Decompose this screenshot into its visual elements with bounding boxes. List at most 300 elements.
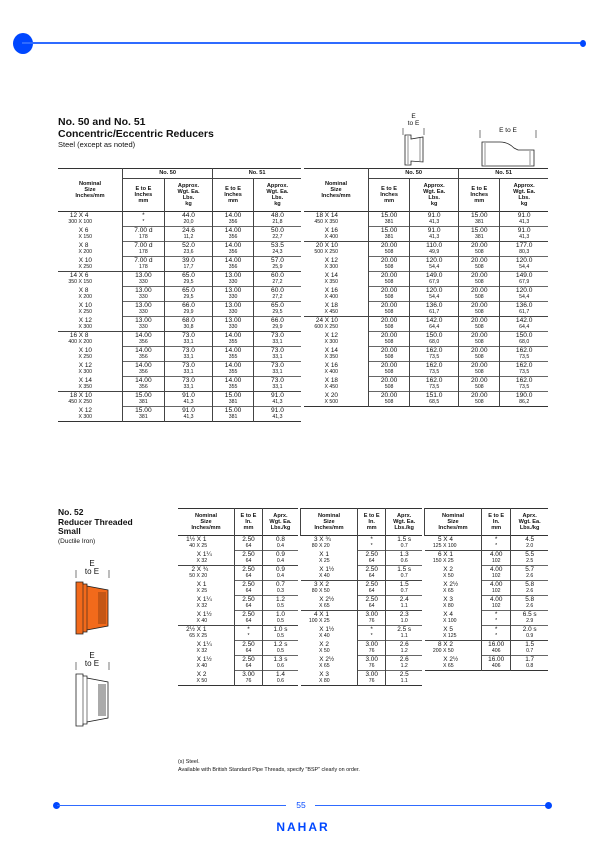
no52-diagram-label-outline: E to E	[84, 651, 100, 668]
no52-reducer-outline-diagram-icon	[75, 660, 111, 730]
no50-weight: 39.0 17,7	[164, 257, 212, 272]
nominal-size-cell: X 8 X 200	[58, 287, 123, 302]
table-row	[304, 392, 548, 407]
e-to-e-cell: 3.00 76	[358, 671, 386, 686]
no50-e-to-e: 20.00 508	[369, 347, 410, 362]
e-to-e-cell: * *	[358, 536, 386, 551]
no50-e-to-e: 20.00 508	[369, 272, 410, 287]
e-to-e-cell: 2.50 64	[235, 611, 263, 626]
nominal-size-cell: 3 X 2 80 X 50	[301, 581, 358, 596]
no51-weight: 150.0 68,0	[500, 332, 548, 347]
table-row	[304, 242, 548, 257]
no50-e-to-e: 7.00 d 178	[123, 227, 165, 242]
nominal-size-cell: 24 X 10 600 X 250	[304, 317, 369, 332]
no50-e-to-e: 13.00 330	[123, 317, 165, 332]
nominal-size-cell: 2 X ¾ 50 X 20	[178, 566, 235, 581]
e-to-e-cell: 2.50 64	[358, 566, 386, 581]
weight-cell: 2.5 s 1.1	[386, 626, 422, 641]
table-row	[425, 611, 549, 626]
no50-weight: 24.6 11,2	[164, 227, 212, 242]
table-row	[304, 347, 548, 362]
no50-e-to-e: 14.00 356	[123, 377, 165, 392]
nominal-size-header: Nominal Size Inches/mm	[58, 169, 123, 212]
nominal-size-cell: X 1½ X 40	[178, 611, 235, 626]
no52-diagram-label-orange: E to E	[84, 559, 100, 576]
no50-weight: 73.0 33,1	[164, 362, 212, 377]
weight-header: Aprx. Wgt. Ea. Lbs./kg	[518, 512, 541, 532]
no51-e-to-e: 13.00 330	[213, 317, 254, 332]
no50-e-to-e: 20.00 508	[369, 362, 410, 377]
no51-weight: 50.0 22,7	[253, 227, 301, 242]
threaded-reducer-table-2	[300, 508, 422, 686]
footer-rule-right	[315, 805, 547, 806]
e-to-e-header: E to E Inches mm	[123, 179, 165, 212]
no50-e-to-e: 14.00 356	[123, 362, 165, 377]
table-row	[178, 596, 298, 611]
table-row	[301, 671, 423, 686]
nominal-size-cell: X 1½ X 40	[178, 656, 235, 671]
weight-cell: 1.3 0.6	[386, 551, 422, 566]
nominal-size-cell: X 20 X 500	[304, 392, 369, 407]
e-to-e-header: E to E In. mm	[235, 509, 263, 536]
weight-cell: 1.5 0.7	[511, 641, 548, 656]
nominal-size-cell: 3 X ¾ 80 X 20	[301, 536, 358, 551]
nominal-size-cell: X 16 X 400	[304, 227, 369, 242]
e-to-e-cell: 16.00 406	[482, 656, 511, 671]
e-to-e-cell: 16.00 406	[482, 641, 511, 656]
no50-weight: 162.0 73,5	[410, 377, 459, 392]
footnote-bsp: Available with British Standard Pipe Threads, specify "BSP" clearly on order.	[178, 767, 360, 773]
no51-e-to-e: 15.00 381	[213, 392, 254, 407]
no51-e-to-e: 20.00 508	[459, 392, 500, 407]
weight-cell: 2.5 1.1	[386, 671, 422, 686]
no50-weight: 73.0 33,1	[164, 332, 212, 347]
nominal-size-cell: X 1¼ X 32	[178, 641, 235, 656]
nominal-size-cell: X 12 X 300	[58, 317, 123, 332]
table-row	[58, 272, 301, 287]
no50-e-to-e: 20.00 508	[369, 302, 410, 317]
table-row	[425, 566, 549, 581]
nominal-size-cell: 6 X 1 150 X 25	[425, 551, 482, 566]
no50-e-to-e: 13.00 330	[123, 287, 165, 302]
footer-rule-left	[57, 805, 286, 806]
no51-e-to-e: 20.00 508	[459, 317, 500, 332]
no50-weight: 149.0 67,9	[410, 272, 459, 287]
e-to-e-cell: 3.00 76	[358, 611, 386, 626]
no51-e-to-e: 20.00 508	[459, 242, 500, 257]
no51-e-to-e: 14.00 355	[213, 377, 254, 392]
e-to-e-cell: 2.50 64	[235, 596, 263, 611]
e-to-e-header: E to E Inches mm	[369, 179, 410, 212]
weight-cell: 4.5 2.0	[525, 536, 535, 549]
e-to-e-cell: * *	[358, 626, 386, 641]
no51-weight: 73.0 33,1	[253, 362, 301, 377]
nominal-size-cell: X 2½ X 65	[301, 656, 358, 671]
nominal-size-cell: 16 X 8 400 X 200	[58, 332, 123, 347]
weight-cell: 2.6 1.2	[386, 656, 422, 671]
weight-cell: 1.2 s 0.5	[262, 641, 298, 656]
table-row	[58, 317, 301, 332]
no51-e-to-e: 13.00 330	[213, 287, 254, 302]
table-row	[58, 212, 301, 227]
e-to-e-cell: 3.00 76	[235, 671, 263, 686]
no50-e-to-e: 20.00 508	[369, 287, 410, 302]
no50-weight: 91.0 41,3	[164, 407, 212, 422]
no50-e-to-e: 20.00 508	[369, 257, 410, 272]
table-row	[58, 392, 301, 407]
e-to-e-header: E to E Inches mm	[459, 179, 500, 212]
nominal-size-cell: X 18 X 450	[304, 302, 369, 317]
no51-weight: 91.0 41,3	[253, 407, 301, 422]
section1-title: No. 50 and No. 51 Concentric/Eccentric Reducers	[58, 116, 214, 140]
table-row	[301, 626, 423, 641]
reducers-table-right	[304, 168, 548, 407]
table-row	[178, 581, 298, 596]
no51-weight: 57.0 25,9	[253, 257, 301, 272]
header-dot-small	[580, 40, 586, 47]
no51-e-to-e: 14.00 356	[213, 227, 254, 242]
table-row	[58, 242, 301, 257]
no50-e-to-e: 20.00 508	[369, 242, 410, 257]
weight-cell: 1.5 s 0.7	[397, 536, 412, 549]
nominal-size-cell: X 12 X 300	[58, 362, 123, 377]
no50-e-to-e: 14.00 356	[123, 347, 165, 362]
weight-cell: 5.8 2.6	[511, 581, 548, 596]
e-to-e-cell: * *	[482, 611, 511, 626]
weight-cell: 5.8 2.6	[511, 596, 548, 611]
no50-e-to-e: 7.00 d 178	[123, 257, 165, 272]
no50-e-to-e: * *	[123, 212, 165, 227]
weight-header: Aprx. Wgt. Ea. Lbs./kg	[269, 512, 292, 532]
e-to-e-cell: * *	[235, 626, 263, 641]
no50-diagram-label: E to E	[407, 113, 420, 127]
nominal-size-cell: 1½ X 1 40 X 25	[178, 536, 235, 551]
no50-weight: 91.0 41,3	[410, 227, 459, 242]
no51-weight: 60.0 27,2	[253, 272, 301, 287]
no50-weight: 120.0 54,4	[410, 287, 459, 302]
e-to-e-cell: 4.00 102	[482, 566, 511, 581]
no51-weight: 162.0 73,5	[500, 347, 548, 362]
section2-title: No. 52 Reducer Threaded Small	[58, 507, 133, 536]
no51-weight: 142.0 64,4	[500, 317, 548, 332]
e-to-e-header: E to E Inches mm	[213, 179, 254, 212]
weight-cell: 2.6 1.2	[386, 641, 422, 656]
table-row	[304, 272, 548, 287]
no51-header: No. 51	[213, 169, 301, 179]
nominal-size-cell: X 2½ X 65	[425, 656, 482, 671]
e-to-e-cell: 4.00 102	[482, 596, 511, 611]
e-to-e-cell: 3.00 76	[358, 641, 386, 656]
section2-subtitle: (Ductile Iron)	[58, 538, 96, 545]
no51-e-to-e: 15.00 381	[459, 227, 500, 242]
weight-cell: 5.7 2.6	[511, 566, 548, 581]
no51-e-to-e: 14.00 356	[213, 242, 254, 257]
no51-e-to-e: 14.00 355	[213, 332, 254, 347]
e-to-e-cell: * *	[482, 626, 511, 641]
table-row	[301, 611, 423, 626]
table-row	[301, 566, 423, 581]
nominal-size-cell: X 6 X 150	[58, 227, 123, 242]
e-to-e-cell: 2.50 64	[358, 551, 386, 566]
table-row	[425, 626, 549, 641]
no51-weight: 66.0 29,9	[253, 317, 301, 332]
weight-cell: 1.5 0.7	[386, 581, 422, 596]
weight-cell: 1.2 0.5	[262, 596, 298, 611]
weight-header: Approx. Wgt. Ea. Lbs. kg	[266, 182, 289, 208]
e-to-e-cell: 2.50 64	[235, 536, 263, 551]
table-row	[58, 257, 301, 272]
no51-e-to-e: 20.00 508	[459, 362, 500, 377]
weight-cell: 2.4 1.1	[386, 596, 422, 611]
no50-weight: 52.0 23,6	[164, 242, 212, 257]
table-row	[301, 536, 423, 551]
table-row	[304, 362, 548, 377]
table-row	[178, 566, 298, 581]
no50-weight: 136.0 61,7	[410, 302, 459, 317]
no51-weight: 73.0 33,1	[253, 347, 301, 362]
nominal-size-cell: 14 X 6 350 X 150	[58, 272, 123, 287]
no50-weight: 150.0 68,0	[410, 332, 459, 347]
no50-weight: 151.0 68,5	[410, 392, 459, 407]
nominal-size-cell: X 12 X 300	[304, 332, 369, 347]
table-row	[425, 551, 549, 566]
nominal-size-cell: X 3 X 80	[301, 671, 358, 686]
no51-e-to-e: 15.00 381	[459, 212, 500, 227]
footnote-steel: (s) Steel.	[178, 759, 200, 765]
table-row	[178, 671, 298, 686]
threaded-reducer-table-3	[424, 508, 548, 671]
table-row	[304, 257, 548, 272]
table-row	[58, 287, 301, 302]
weight-cell: 5.5 2.5	[511, 551, 548, 566]
section1-subtitle: Steel (except as noted)	[58, 140, 136, 149]
no51-weight: 136.0 61,7	[500, 302, 548, 317]
no50-e-to-e: 15.00 381	[123, 392, 165, 407]
table-row	[425, 581, 549, 596]
no51-weight: 190.0 86,2	[500, 392, 548, 407]
nominal-size-cell: X 1 X 25	[301, 551, 358, 566]
reducers-table-left	[58, 168, 301, 422]
no51-e-to-e: 14.00 356	[213, 212, 254, 227]
no51-weight: 177.0 80,3	[500, 242, 548, 257]
footer-dot-right	[545, 802, 552, 809]
header-rule	[22, 42, 582, 44]
e-to-e-cell: 2.50 64	[235, 656, 263, 671]
no50-e-to-e: 15.00 381	[369, 227, 410, 242]
no51-weight: 91.0 41,3	[500, 227, 548, 242]
nominal-size-cell: X 2½ X 65	[301, 596, 358, 611]
table-row	[304, 287, 548, 302]
no50-weight: 120.0 54,4	[410, 257, 459, 272]
weight-header: Aprx. Wgt. Ea. Lbs./kg	[393, 512, 416, 532]
nominal-size-cell: X 4 X 100	[425, 611, 482, 626]
table-row	[58, 302, 301, 317]
nominal-size-header: Nominal Size Inches/mm	[178, 509, 235, 536]
nominal-size-cell: X 14 X 350	[304, 272, 369, 287]
table-row	[58, 347, 301, 362]
e-to-e-cell: 4.00 102	[482, 551, 511, 566]
table-row	[304, 302, 548, 317]
weight-cell: 1.0 0.5	[262, 611, 298, 626]
nominal-size-cell: X 10 X 250	[58, 302, 123, 317]
no51-weight: 162.0 73,5	[500, 362, 548, 377]
no50-e-to-e: 13.00 330	[123, 272, 165, 287]
table-row	[304, 212, 548, 227]
weight-cell: 0.9 0.4	[262, 566, 298, 581]
no50-weight: 91.0 41,3	[410, 212, 459, 227]
no51-weight: 65.0 29,5	[253, 302, 301, 317]
table-row	[58, 407, 301, 422]
no50-weight: 73.0 33,1	[164, 377, 212, 392]
no50-header: No. 50	[123, 169, 213, 179]
page-number: 55	[296, 800, 306, 810]
e-to-e-header: E to E In. mm	[482, 509, 511, 536]
no51-e-to-e: 20.00 508	[459, 302, 500, 317]
table-row	[304, 332, 548, 347]
e-to-e-cell: * *	[482, 536, 511, 551]
nominal-size-cell: X 10 X 250	[58, 257, 123, 272]
no51-weight: 91.0 41,3	[517, 212, 531, 225]
no50-weight: 68.0 30,8	[164, 317, 212, 332]
nominal-size-cell: X 2 X 50	[425, 566, 482, 581]
no51-e-to-e: 15.00 381	[213, 407, 254, 422]
no50-e-to-e: 13.00 330	[123, 302, 165, 317]
weight-header: Approx. Wgt. Ea. Lbs. kg	[513, 182, 536, 208]
nominal-size-cell: X 1 X 25	[178, 581, 235, 596]
table-row	[58, 362, 301, 377]
table-row	[178, 551, 298, 566]
no51-e-to-e: 14.00 356	[213, 257, 254, 272]
no51-weight: 149.0 67,9	[500, 272, 548, 287]
no50-weight: 110.0 49,9	[410, 242, 459, 257]
e-to-e-cell: 2.50 64	[235, 551, 263, 566]
nominal-size-cell: X 2 X 50	[178, 671, 235, 686]
weight-cell: 2.0 s 0.9	[511, 626, 548, 641]
weight-cell: 1.7 0.8	[511, 656, 548, 671]
no51-e-to-e: 20.00 508	[459, 257, 500, 272]
nominal-size-cell: X 10 X 250	[58, 347, 123, 362]
no50-weight: 73.0 33,1	[164, 347, 212, 362]
table-row	[304, 227, 548, 242]
no51-weight: 73.0 33,1	[253, 332, 301, 347]
no50-weight: 44.0 20,0	[164, 212, 212, 227]
nominal-size-cell: X 8 X 200	[58, 242, 123, 257]
table-row	[178, 641, 298, 656]
no51-weight: 48.0 21,8	[271, 212, 284, 225]
e-to-e-cell: 3.00 76	[358, 656, 386, 671]
e-to-e-cell: 2.50 64	[358, 596, 386, 611]
nominal-size-cell: X 16 X 400	[304, 287, 369, 302]
weight-cell: 1.0 s 0.5	[262, 626, 298, 641]
nominal-size-cell: X 12 X 300	[58, 407, 123, 422]
table-row	[425, 536, 549, 551]
no51-e-to-e: 20.00 508	[459, 377, 500, 392]
table-row	[301, 551, 423, 566]
no51-e-to-e: 13.00 330	[213, 302, 254, 317]
nominal-size-cell: X 1½ X 40	[301, 626, 358, 641]
no51-weight: 91.0 41,3	[253, 392, 301, 407]
no50-weight: 162.0 73,5	[410, 362, 459, 377]
no51-weight: 53.5 24,3	[253, 242, 301, 257]
table-row	[301, 656, 423, 671]
no50-e-to-e: 7.00 d 178	[123, 242, 165, 257]
nominal-size-cell: X 1¼ X 32	[178, 551, 235, 566]
no50-e-to-e: 14.00 356	[123, 332, 165, 347]
weight-cell: 1.3 s 0.6	[262, 656, 298, 671]
no51-e-to-e: 14.00 355	[213, 347, 254, 362]
nominal-size-cell: X 12 X 300	[304, 257, 369, 272]
e-to-e-header: E to E In. mm	[358, 509, 386, 536]
nominal-size-cell: X 5 X 125	[425, 626, 482, 641]
no51-weight: 73.0 33,1	[253, 377, 301, 392]
nominal-size-cell: 2½ X 1 65 X 25	[178, 626, 235, 641]
table-row	[304, 377, 548, 392]
table-row	[178, 611, 298, 626]
table-row	[178, 656, 298, 671]
e-to-e-cell: 2.50 64	[235, 641, 263, 656]
nominal-size-cell: X 2½ X 65	[425, 581, 482, 596]
no51-e-to-e: 20.00 508	[459, 347, 500, 362]
nominal-size-cell: X 14 X 350	[58, 377, 123, 392]
table-row	[425, 656, 549, 671]
weight-cell: 0.7 0.3	[262, 581, 298, 596]
weight-cell: 1.4 0.6	[262, 671, 298, 686]
no50-e-to-e: 15.00 381	[123, 407, 165, 422]
nominal-size-cell: 5 X 4 125 X 100	[425, 536, 482, 551]
nominal-size-cell: X 1½ X 40	[301, 566, 358, 581]
weight-cell: 0.8 0.4	[276, 536, 285, 549]
weight-cell: 2.3 1.0	[386, 611, 422, 626]
no52-reducer-ductile-diagram-icon	[75, 568, 111, 638]
nominal-size-cell: 20 X 10 500 X 250	[304, 242, 369, 257]
weight-cell: 1.5 s 0.7	[386, 566, 422, 581]
table-row	[58, 377, 301, 392]
nominal-size-header: Nominal Size Inches/mm	[425, 509, 482, 536]
brand-logo: NAHAR	[276, 820, 330, 834]
no50-weight: 142.0 64,4	[410, 317, 459, 332]
nominal-size-cell: X 1¼ X 32	[178, 596, 235, 611]
e-to-e-cell: 2.50 64	[235, 581, 263, 596]
table-row	[425, 596, 549, 611]
no51-reducer-diagram-icon	[478, 128, 538, 168]
nominal-size-cell: 4 X 1 100 X 25	[301, 611, 358, 626]
no51-weight: 162.0 73,5	[500, 377, 548, 392]
table-row	[178, 536, 298, 551]
threaded-reducer-table-1	[178, 508, 298, 686]
weight-header: Approx. Wgt. Ea. Lbs. kg	[410, 179, 459, 212]
weight-header: Approx. Wgt. Ea. Lbs. kg	[164, 179, 212, 212]
e-to-e-cell: 2.50 64	[235, 566, 263, 581]
no50-e-to-e: 20.00 508	[369, 377, 410, 392]
no51-diagram-label: E to E	[488, 127, 528, 134]
no50-e-to-e: 20.00 508	[369, 392, 410, 407]
nominal-size-cell: 18 X 10 450 X 250	[58, 392, 123, 407]
no51-e-to-e: 20.00 508	[459, 332, 500, 347]
nominal-size-cell: X 18 X 450	[304, 377, 369, 392]
no51-header: No. 51	[459, 169, 548, 179]
nominal-size-cell: X 3 X 80	[425, 596, 482, 611]
header-dot-large	[13, 33, 33, 54]
no50-e-to-e: 15.00 381	[369, 212, 410, 227]
no51-weight: 120.0 54,4	[500, 287, 548, 302]
no50-header: No. 50	[369, 169, 459, 179]
nominal-size-cell: X 14 X 350	[304, 347, 369, 362]
no50-weight: 162.0 73,5	[410, 347, 459, 362]
nominal-size-cell: 8 X 2 200 X 50	[425, 641, 482, 656]
no50-weight: 66.0 29,9	[164, 302, 212, 317]
nominal-size-cell: X 2 X 50	[301, 641, 358, 656]
nominal-size-header: Nominal Size Inches/mm	[301, 509, 358, 536]
